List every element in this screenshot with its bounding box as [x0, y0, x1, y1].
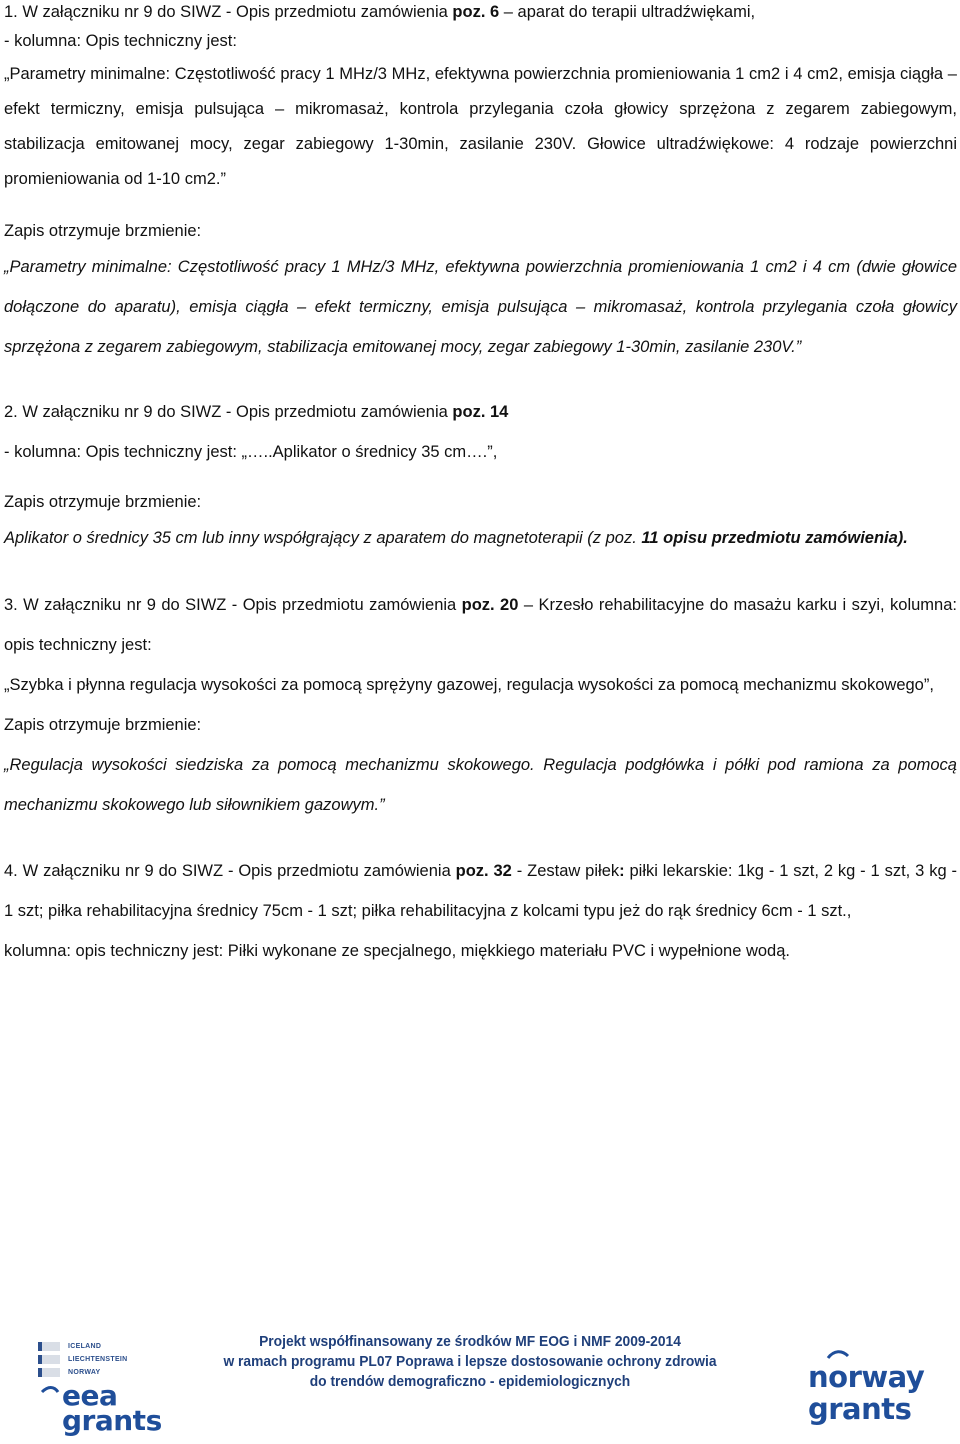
item-1-new-text: „Parametry minimalne: Częstotliwość pracy 1 MHz/3 MHz, efektywna powierzchnia promieniowania 1 cm2 i 4 cm (dwie głowice dołączone do aparatu), emisja ciągła – efekt termiczny, emisja pulsująca – mikromasaż, kontrola przylegania czoła głowicy sprzężona z zegarem zabiegowym, stabilizacja emitowanej mocy, zegar zabiegowy 1-30min, zasilanie 230V.” — [4, 258, 957, 356]
project-line-2: w ramach programu PL07 Poprawa i lepsze dostosowanie ochrony zdrowia — [223, 1353, 717, 1370]
item-2-new-text-bold: 11 opisu przedmiotu zamówienia). — [641, 529, 908, 547]
project-line-1: Projekt współfinansowany ze środków MF EOG i NMF 2009-2014 — [259, 1333, 681, 1350]
item-2-new-text — [4, 518, 957, 559]
item-1-column-intro: - kolumna: Opis techniczny jest: — [4, 32, 237, 50]
item-4-column-text: kolumna: opis techniczny jest: Piłki wykonane ze specjalnego, miękkiego materiału PVC i wypełnione wodą. — [4, 942, 790, 960]
norway-grants-logo — [808, 1346, 938, 1436]
norway-logo-word-norway: norway — [808, 1360, 925, 1394]
item-4-heading — [4, 851, 957, 931]
item-2-heading — [4, 392, 957, 432]
item-1-heading-prefix: 1. W załączniku nr 9 do SIWZ - Opis przedmiotu zamówienia — [4, 3, 453, 21]
norway-logo-word-grants: grants — [808, 1392, 912, 1426]
norway-logo-swoosh-icon — [814, 1346, 924, 1360]
item-3-new-text: „Regulacja wysokości siedziska za pomocą mechanizmu skokowego. Regulacja podgłówka i półki pod ramiona za pomocą mechanizmu skokowego lub siłownikiem gazowym.” — [4, 756, 957, 814]
item-4-heading-prefix: 4. W załączniku nr 9 do SIWZ - Opis przedmiotu zamówienia — [4, 862, 456, 880]
document-body — [4, 0, 957, 971]
item-2-new-text-main: Aplikator o średnicy 35 cm lub inny współgrający z aparatem do magnetoterapii (z poz. — [4, 529, 642, 547]
eea-logo-word-grants: grants — [62, 1404, 162, 1437]
item-3-heading-rest: – Krzesło rehabilitacyjne do masażu karku i szyi, kolumna: opis techniczny jest: — [4, 596, 957, 654]
item-1-change-label: Zapis otrzymuje brzmienie: — [4, 222, 202, 240]
item-3-change-label: Zapis otrzymuje brzmienie: — [4, 716, 202, 734]
item-4-poz: poz. 32 — [455, 862, 512, 880]
item-1-heading — [4, 1, 957, 23]
item-4-heading-mid: - Zestaw piłek — [511, 862, 620, 880]
item-3-heading-prefix: 3. W załączniku nr 9 do SIWZ - Opis przedmiotu zamówienia — [4, 596, 462, 614]
project-funding-text — [222, 1332, 719, 1392]
eea-logo-word-eea: eea — [62, 1379, 118, 1412]
item-3-heading — [4, 585, 957, 665]
item-2-column-intro: - kolumna: Opis techniczny jest: „…..Aplikator o średnicy 35 cm….”, — [4, 443, 498, 461]
eea-country-liechtenstein: LIECHTENSTEIN — [68, 1356, 128, 1363]
eea-flags-icon — [38, 1342, 60, 1382]
item-3-original-text: „Szybka i płynna regulacja wysokości za pomocą sprężyny gazowej, regulacja wysokości za pomocą mechanizmu skokowego”, — [4, 676, 934, 694]
item-2-poz: poz. 14 — [452, 403, 509, 421]
eea-grants-logo — [16, 1328, 162, 1438]
footer — [0, 1328, 960, 1438]
eea-country-norway: NORWAY — [68, 1369, 101, 1376]
eea-country-iceland: ICELAND — [68, 1343, 102, 1350]
item-4-heading-rest: piłki lekarskie: 1kg - 1 szt, 2 kg - 1 szt, 3 kg - 1 szt; piłka rehabilitacyjna średnicy 75cm - 1 szt; piłka rehabilitacyjna z kolcami typu jeż do rąk średnicy 6cm - 1 szt., — [4, 862, 957, 920]
item-1-original-text: „Parametry minimalne: Częstotliwość pracy 1 MHz/3 MHz, efektywna powierzchnia promieniowania 1 cm2 i 4 cm2, emisja ciągła – efekt termiczny, emisja pulsująca – mikromasaż, kontrola przylegania czoła głowicy sprzężona z zegarem zabiegowym, stabilizacja emitowanej mocy, zegar zabiegowy 1-30min, zasilanie 230V. Głowice ultradźwiękowe: 4 rodzaje powierzchni promieniowania od 1-10 cm2.” — [4, 65, 957, 188]
item-4-heading-colon: : — [619, 862, 625, 880]
item-1-poz: poz. 6 — [452, 3, 500, 21]
project-line-3: do trendów demograficzno - epidemiologicznych — [309, 1373, 631, 1390]
item-3-poz: poz. 20 — [461, 596, 519, 614]
item-2-change-label: Zapis otrzymuje brzmienie: — [4, 493, 202, 511]
item-2-heading-prefix: 2. W załączniku nr 9 do SIWZ - Opis przedmiotu zamówienia — [4, 403, 453, 421]
item-1-heading-rest: – aparat do terapii ultradźwiękami, — [499, 3, 756, 21]
